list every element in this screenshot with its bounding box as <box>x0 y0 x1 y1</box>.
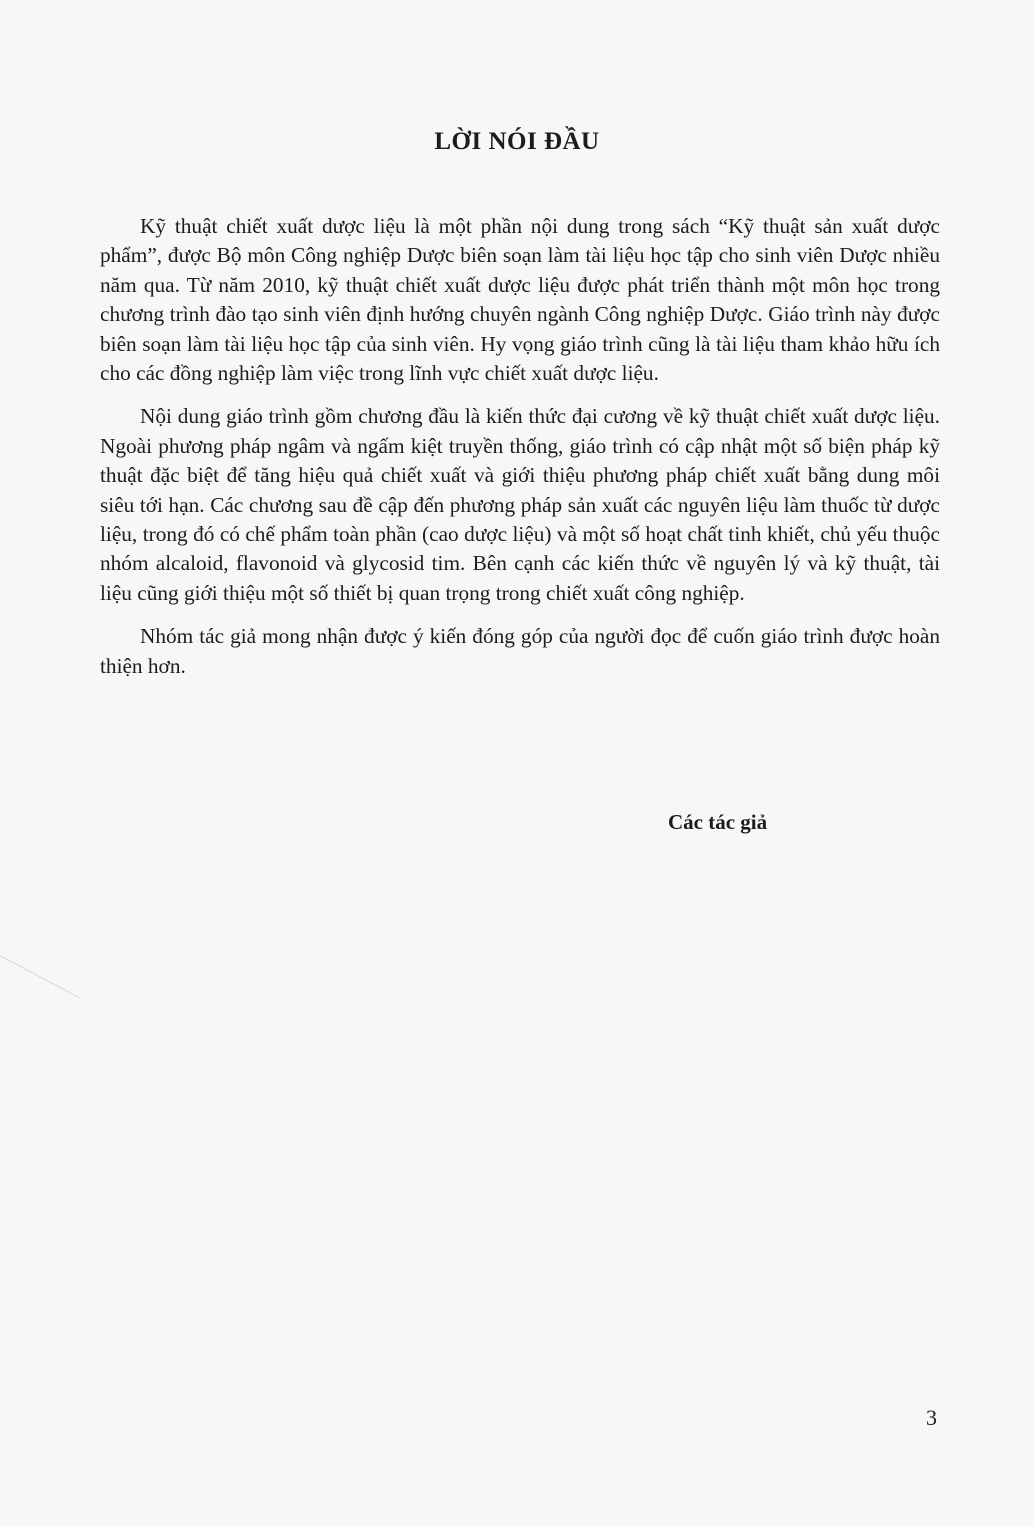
paragraph-1: Kỹ thuật chiết xuất dược liệu là một phần nội dung trong sách “Kỹ thuật sản xuất dược phẩm”, được Bộ môn Công nghiệp Dược biên soạn làm tài liệu học tập cho sinh viên Dược nhiều năm qua. Từ năm 2010, kỹ thuật chiết xuất dược liệu được phát triển thành một môn học trong chương trình đào tạo sinh viên định hướng chuyên ngành Công nghiệp Dược. Giáo trình này được biên soạn làm tài liệu học tập của sinh viên. Hy vọng giáo trình cũng là tài liệu tham khảo hữu ích cho các đồng nghiệp làm việc trong lĩnh vực chiết xuất dược liệu. <box>100 214 940 386</box>
preface-body <box>100 212 940 695</box>
page-number: 3 <box>926 1405 937 1430</box>
paragraph-3: Nhóm tác giả mong nhận được ý kiến đóng góp của người đọc để cuốn giáo trình được hoàn thiện hơn. <box>100 624 940 678</box>
scan-artifact-line <box>0 955 79 998</box>
page-title: LỜI NÓI ĐẦU <box>434 128 600 155</box>
author-signature: Các tác giả <box>668 810 768 834</box>
paragraph-2: Nội dung giáo trình gồm chương đầu là kiến thức đại cương về kỹ thuật chiết xuất dược liệu. Ngoài phương pháp ngâm và ngấm kiệt truyền thống, giáo trình có cập nhật một số biện pháp kỹ thuật đặc biệt để tăng hiệu quả chiết xuất và giới thiệu phương pháp chiết xuất bằng dung môi siêu tới hạn. Các chương sau đề cập đến phương pháp sản xuất các nguyên liệu làm thuốc từ dược liệu, trong đó có chế phẩm toàn phần (cao dược liệu) và một số hoạt chất tinh khiết, chủ yếu thuộc nhóm alcaloid, flavonoid và glycosid tim. Bên cạnh các kiến thức về nguyên lý và kỹ thuật, tài liệu cũng giới thiệu một số thiết bị quan trọng trong chiết xuất công nghiệp. <box>100 404 940 605</box>
